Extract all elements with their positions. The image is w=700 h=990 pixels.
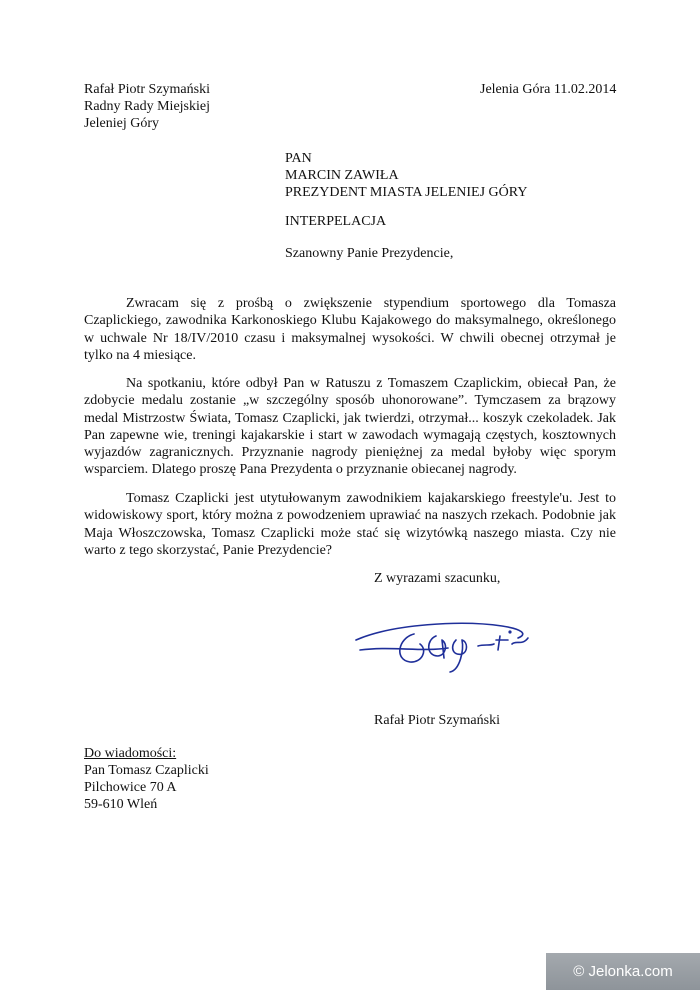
- cc-title: Do wiadomości:: [84, 746, 177, 761]
- signature-icon: [352, 610, 542, 685]
- sender-block: [84, 81, 210, 132]
- cc-block: [84, 762, 209, 813]
- signer-name: Rafał Piotr Szymański: [374, 713, 500, 728]
- watermark-badge: [546, 953, 700, 990]
- salutation: Szanowny Panie Prezydencie,: [285, 246, 454, 261]
- cc-line-1: Pan Tomasz Czaplicki: [84, 763, 209, 778]
- letter-title: INTERPELACJA: [285, 214, 387, 229]
- sender-role: Radny Rady Miejskiej: [84, 99, 210, 114]
- closing-phrase: Z wyrazami szacunku,: [374, 571, 501, 586]
- body-paragraph-2: [84, 375, 616, 479]
- recipient-line-2: MARCIN ZAWIŁA: [285, 168, 399, 183]
- sender-name: Rafał Piotr Szymański: [84, 82, 210, 97]
- paragraph-text: Zwracam się z prośbą o zwiększenie stypendium sportowego dla Tomasza Czaplickiego, zawodnika Karkonoskiego Klubu Kajakowego do maksymalnego, określonego w uchwale Nr 18/IV/2010 czasu i maksymalnej wysokości. W chwili obecnej otrzymał je tylko na 4 miesiące.: [84, 296, 616, 363]
- recipient-block: [285, 150, 527, 201]
- body-paragraph-3: [84, 490, 616, 559]
- letter-date: Jelenia Góra 11.02.2014: [480, 82, 617, 97]
- paragraph-text: Na spotkaniu, które odbył Pan w Ratuszu z Tomaszem Czaplickim, obiecał Pan, że zdobycie medalu zostanie „w szczególny sposób uhonorowane”. Tymczasem za brązowy medal Mistrzostw Świata, Tomasz Czaplicki, jak twierdzi, otrzymał... koszyk czekoladek. Jak Pan zapewne wie, treningi kajakarskie i start w zawodach wymagają częstych, kosztownych wyjazdów zagranicznych. Przyznanie nagrody pieniężnej za medal byłoby więc sporym wsparciem. Dlatego proszę Pana Prezydenta o przyznanie obiecanej nagrody.: [84, 376, 616, 478]
- sender-city: Jeleniej Góry: [84, 116, 160, 131]
- body-paragraph-1: [84, 295, 616, 364]
- cc-line-2: Pilchowice 70 A: [84, 780, 177, 795]
- cc-line-3: 59-610 Wleń: [84, 797, 158, 812]
- paragraph-text: Tomasz Czaplicki jest utytułowanym zawodnikiem kajakarskiego freestyle'u. Jest to widowiskowy sport, który można z powodzeniem uprawiać na naszych rzekach. Podobnie jak Maja Włoszczowska, Tomasz Czaplicki może stać się wizytówką naszego miasta. Czy nie warto z tego skorzystać, Panie Prezydencie?: [84, 491, 616, 558]
- recipient-line-1: PAN: [285, 151, 312, 166]
- recipient-line-3: PREZYDENT MIASTA JELENIEJ GÓRY: [285, 185, 528, 200]
- watermark-text: © Jelonka.com: [573, 963, 673, 980]
